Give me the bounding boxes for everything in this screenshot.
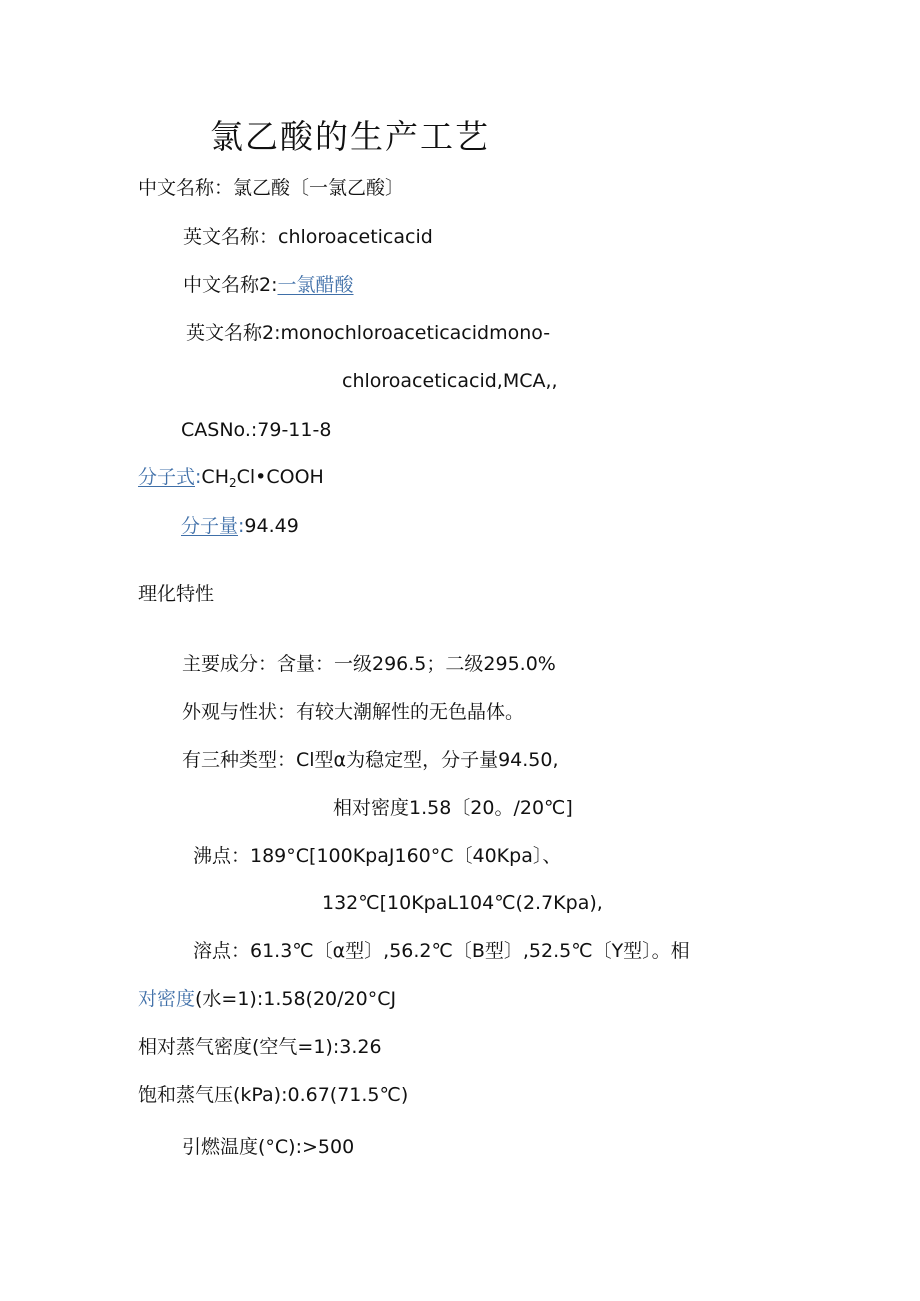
cn-name-label: 中文名称： xyxy=(138,177,234,199)
density-value: (水=1):1.58(20/20°CJ xyxy=(195,988,397,1010)
types-line-1: 有三种类型：Cl型α为稳定型，分子量94.50, xyxy=(182,749,559,771)
vapor-density: 相对蒸气密度(空气=1):3.26 xyxy=(138,1036,382,1058)
mw-line xyxy=(181,517,299,536)
en-name2-line xyxy=(186,324,550,343)
appearance: 外观与性状：有较大潮解性的无色晶体。 xyxy=(182,701,525,723)
en-name2-value-part1: monochloroaceticacidmono- xyxy=(280,322,551,344)
mw-separator: : xyxy=(238,515,245,537)
vapor-pressure: 饱和蒸气压(kPa):0.67(71.5℃) xyxy=(138,1084,409,1106)
cas-number: CASNo.:79-11-8 xyxy=(181,419,332,441)
en-name-line xyxy=(183,228,433,247)
en-name2-label: 英文名称2: xyxy=(186,322,281,344)
page-title: 氯乙酸的生产工艺 xyxy=(210,117,490,156)
melting-line-1: 溶点：61.3℃〔α型〕,56.2℃〔B型〕,52.5℃〔Y型〕。相 xyxy=(193,940,690,962)
cn-name-line xyxy=(138,179,404,198)
formula-link[interactable]: 分子式 xyxy=(138,466,196,488)
cn-name2-link[interactable]: 一氯醋酸 xyxy=(277,274,354,296)
main-component: 主要成分：含量：一级296.5；二级295.0% xyxy=(182,653,556,675)
formula-post: Cl•COOH xyxy=(236,466,324,488)
ignition-temperature: 引燃温度(°C):>500 xyxy=(182,1136,355,1158)
formula-separator: : xyxy=(195,466,202,488)
formula-subscript: 2 xyxy=(228,476,237,490)
mw-link[interactable]: 分子量 xyxy=(181,515,239,537)
cn-name-value: 氯乙酸〔一氯乙酸〕 xyxy=(233,177,405,199)
mw-value: 94.49 xyxy=(244,515,299,537)
formula-line xyxy=(138,468,324,489)
boiling-line-1: 沸点：189°C[100KpaJ160°C〔40Kpa〕、 xyxy=(193,845,562,867)
cn-name2-line xyxy=(183,276,354,295)
density-link[interactable]: 对密度 xyxy=(138,988,196,1010)
boiling-line-2: 132℃[10KpaL104℃(2.7Kpa), xyxy=(322,892,603,914)
types-line-2: 相对密度1.58〔20。/20℃] xyxy=(333,797,573,819)
en-name-value: chloroaceticacid xyxy=(278,226,433,248)
cn-name2-label: 中文名称2: xyxy=(183,274,278,296)
en-name-label: 英文名称： xyxy=(183,226,279,248)
section-heading: 理化特性 xyxy=(138,583,215,605)
formula-pre: CH xyxy=(201,466,229,488)
en-name2-value-part2: chloroaceticacid,MCA,, xyxy=(342,370,558,392)
melting-line-2 xyxy=(138,990,396,1009)
